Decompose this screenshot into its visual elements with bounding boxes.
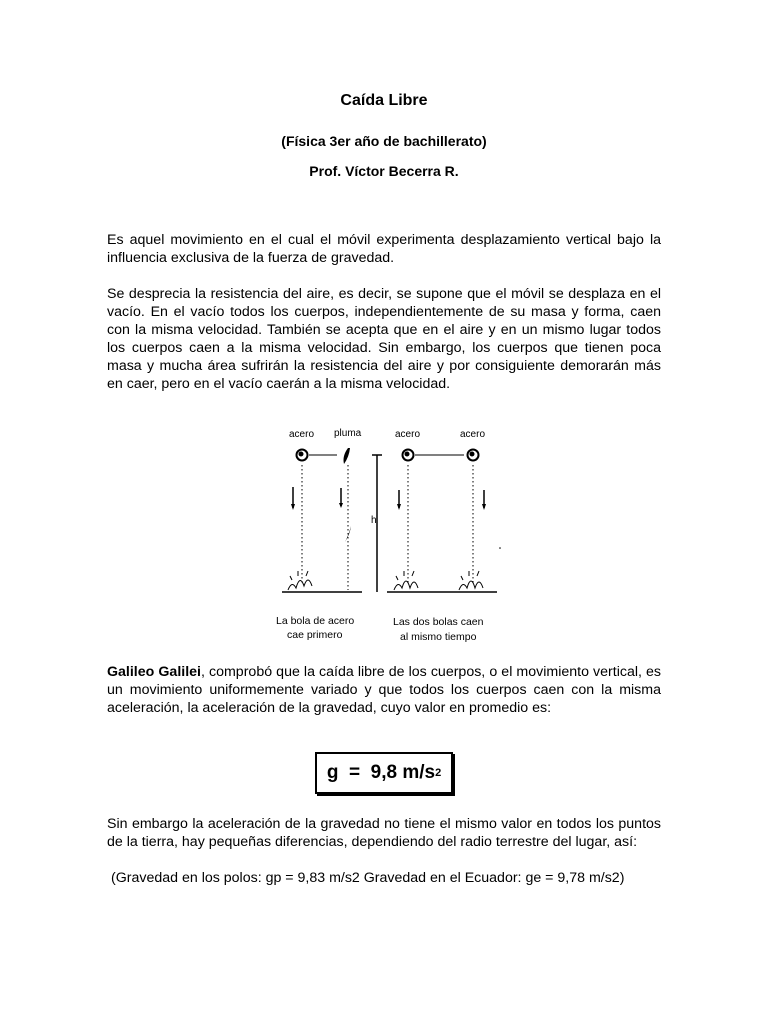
arrow-head (291, 504, 295, 510)
document-title: Caída Libre (340, 92, 428, 109)
label-h: h (371, 515, 377, 526)
impact-splash-icon (394, 571, 483, 590)
caption-left-line1: La bola de acero (276, 615, 355, 627)
impact-splash-icon (288, 571, 312, 590)
free-fall-figure (262, 420, 512, 650)
paragraph-air-resistance: Se desprecia la resistencia del aire, es decir, se supone que el móvil se desplaza en el vacío. En el vacío todos los cuerpos, independientemente de su masa y forma, caen con la misma velocidad. También se acepta que en el aire y en un mismo lugar todos los cuerpos caen a la misma velocidad. Sin embargo, los cuerpos que tienen poca masa y mucha área sufrirán la resistencia del aire y por consiguiente demorarán más en caer, pero en el vacío caerán a la misma velocidad. (107, 286, 661, 392)
gravity-formula-box (315, 752, 453, 794)
caption-right-line1: Las dos bolas caen (393, 616, 484, 628)
paragraph-gravity-variation: Sin embargo la aceleración de la gravedad no tiene el mismo valor en todos los puntos de la tierra, hay pequeñas diferencias, dependiendo del radio terrestre del lugar, así: (107, 816, 661, 850)
dust-dot (499, 547, 501, 549)
label-acero-middle: acero (395, 429, 421, 440)
document-subtitle: (Física 3er año de bachillerato) (281, 133, 487, 149)
ball-shading (299, 452, 304, 457)
ball-shading (470, 452, 475, 457)
paragraph-gravity-values: (Gravedad en los polos: gp = 9,83 m/s2 Gravedad en el Ecuador: ge = 9,78 m/s2) (111, 870, 625, 886)
gravity-formula: g = 9,8 m/s (326, 762, 436, 783)
free-fall-diagram (262, 420, 512, 650)
label-acero-left: acero (289, 429, 315, 440)
arrow-head (339, 503, 343, 508)
caption-left-line2: cae primero (287, 629, 343, 641)
paragraph-definition: Es aquel movimiento en el cual el móvil experimenta desplazamiento vertical bajo la influencia exclusiva de la fuerza de gravedad. (107, 232, 661, 266)
ball-shading (405, 452, 410, 457)
label-pluma: pluma (334, 428, 362, 439)
label-acero-right: acero (460, 429, 486, 440)
paragraph-galileo (107, 663, 661, 717)
formula-exponent: 2 (435, 767, 442, 779)
arrow-head (482, 504, 486, 510)
arrow-head (397, 504, 401, 510)
document-author: Prof. Víctor Becerra R. (309, 163, 459, 179)
galileo-name: Galileo Galilei (107, 664, 201, 680)
caption-right-line2: al mismo tiempo (400, 631, 477, 643)
feather-icon (344, 448, 351, 464)
paragraph-galileo-text: , comprobó que la caída libre de los cuerpos, o el movimiento vertical, es un movimiento uniformemente variado y que todos los cuerpos caen con la misma aceleración, la aceleración de la gravedad, cuyo valor en promedio es: (107, 664, 661, 716)
